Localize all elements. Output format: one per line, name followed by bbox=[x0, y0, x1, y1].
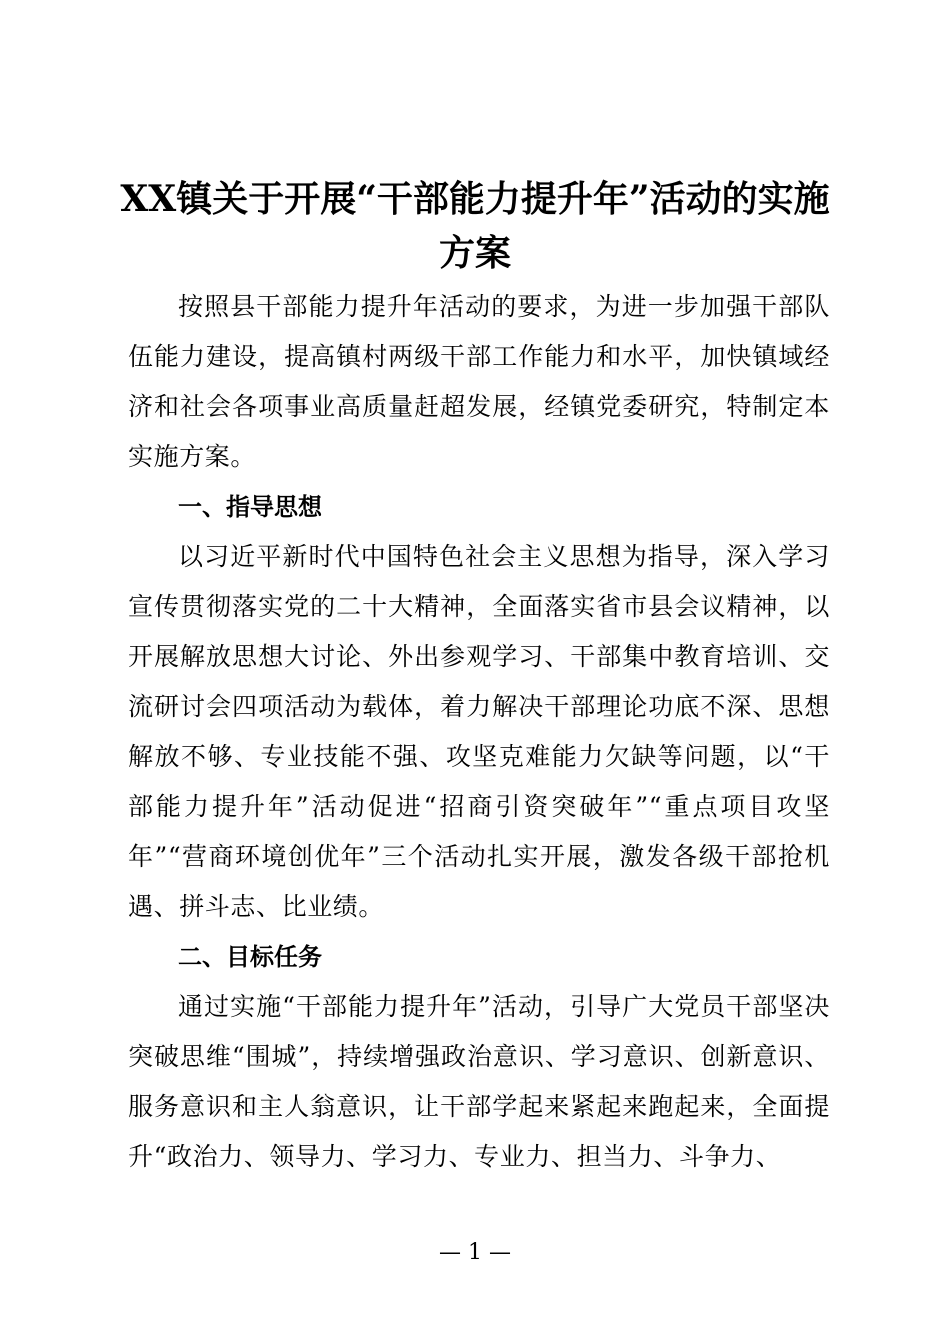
section-text-guiding-ideology: 以习近平新时代中国特色社会主义思想为指导，深入学习宣传贯彻落实党的二十大精神，全面落实省市县会议精神，以开展解放思想大讨论、外出参观学习、干部集中教育培训、交流研讨会四项活动为载体，着力解决干部理论功底不深、思想解放不够、专业技能不强、攻坚克难能力欠缺等问题，以“干部能力提升年”活动促进“招商引资突破年”“重点项目攻坚年”“营商环境创优年”三个活动扎实开展，激发各级干部抢机遇、拼斗志、比业绩。 bbox=[128, 542, 830, 921]
section-heading-goals-tasks: 二、目标任务 bbox=[178, 943, 322, 971]
section-heading-guiding-ideology: 一、指导思想 bbox=[178, 493, 322, 521]
document-title: XX镇关于开展“干部能力提升年”活动的实施方案 bbox=[120, 178, 830, 274]
section-text-goals-tasks: 通过实施“干部能力提升年”活动，引导广大党员干部坚决突破思维“围城”，持续增强政治意识、学习意识、创新意识、服务意识和主人翁意识，让干部学起来紧起来跑起来，全面提升“政治力、领导力、学习力、专业力、担当力、斗争力、 bbox=[128, 992, 830, 1171]
intro-paragraph: 按照县干部能力提升年活动的要求，为进一步加强干部队伍能力建设，提高镇村两级干部工作能力和水平，加快镇域经济和社会各项事业高质量赶超发展，经镇党委研究，特制定本实施方案。 bbox=[128, 292, 830, 471]
page-number: — 1 — bbox=[439, 1240, 511, 1265]
document-body bbox=[128, 282, 830, 1182]
